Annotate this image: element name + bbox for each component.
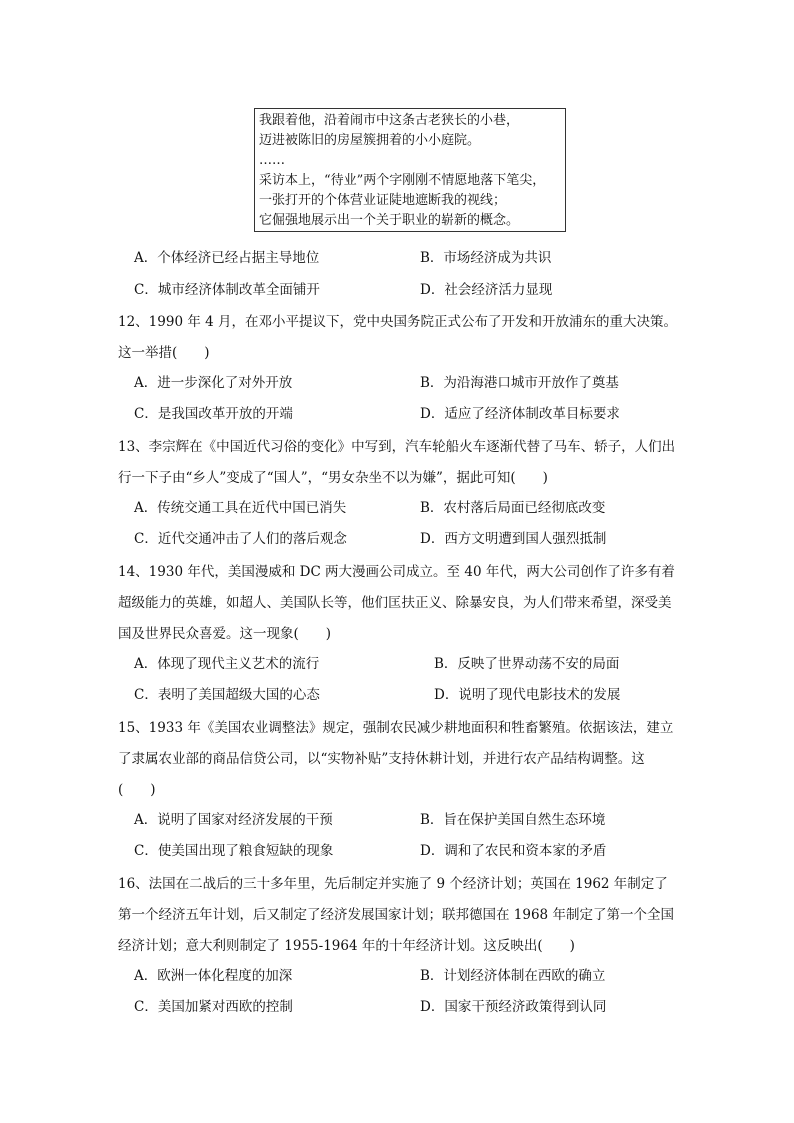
q14-option-b: B．反映了世界动荡不安的局面 xyxy=(434,656,620,672)
poem-line: 我跟着他，沿着闹市中这条古老狭长的小巷， xyxy=(259,113,520,128)
q11-option-b: B．市场经济成为共识 xyxy=(420,250,552,266)
q14-option-a: A．体现了现代主义艺术的流行 xyxy=(134,656,320,672)
q12-option-d: D．适应了经济体制改革目标要求 xyxy=(420,406,620,422)
q11-option-c: C．城市经济体制改革全面铺开 xyxy=(134,282,320,298)
q16-stem: 16、法国在二战后的三十多年里，先后制定并实施了 9 个经济计划；英国在 1962 年制定了第一个经济五年计划，后又制定了经济发展国家计划；联邦德国在 1968 年制定了第一个全国经济计划；意大利则制定了 1955-1964 年的十年经济计划。这反映出( ) xyxy=(118,876,674,954)
q12-option-c: C．是我国改革开放的开端 xyxy=(134,406,293,422)
q15-option-b: B．旨在保护美国自然生态环境 xyxy=(420,812,606,828)
q11-option-a: A．个体经济已经占据主导地位 xyxy=(134,250,320,266)
q13-stem: 13、李宗辉在《中国近代习俗的变化》中写到，汽车轮船火车逐渐代替了马车、轿子，人们出行一下子由“乡人”变成了“国人”，“男女杂坐不以为嫌”，据此可知( ) xyxy=(118,439,676,486)
q13-option-a: A．传统交通工具在近代中国已消失 xyxy=(134,500,347,516)
q13-option-c: C．近代交通冲击了人们的落后观念 xyxy=(134,531,347,547)
q12-option-a: A．进一步深化了对外开放 xyxy=(134,375,293,391)
q14-option-c: C．表明了美国超级大国的心态 xyxy=(134,687,320,703)
q15-option-d: D．调和了农民和资本家的矛盾 xyxy=(420,843,607,859)
q12-stem: 12、1990 年 4 月，在邓小平提议下，党中央国务院正式公布了开发和开放浦东的重大决策。这一举措( ) xyxy=(118,314,677,361)
poem-line: 它倔强地展示出一个关于职业的崭新的概念。 xyxy=(259,213,520,228)
q11-option-d: D．社会经济活力显现 xyxy=(420,282,553,298)
q16-option-a: A．欧洲一体化程度的加深 xyxy=(134,968,293,984)
poem-line: 一张打开的个体营业证陡地遮断我的视线； xyxy=(259,193,507,208)
q16-option-b: B．计划经济体制在西欧的确立 xyxy=(420,968,606,984)
q14-option-d: D．说明了现代电影技术的发展 xyxy=(434,687,621,703)
poem-box xyxy=(254,108,566,232)
q16-option-c: C．美国加紧对西欧的控制 xyxy=(134,999,293,1015)
q15-option-a: A．说明了国家对经济发展的干预 xyxy=(134,812,333,828)
q14-stem: 14、1930 年代，美国漫威和 DC 两大漫画公司成立。至 40 年代，两大公司创作了许多有着超级能力的英雄，如超人、美国队长等，他们匡扶正义、除暴安良，为人们带来希望，深受美国及世界民众喜爱。这一现象( ) xyxy=(118,564,675,642)
poem-line: 采访本上，“待业”两个字刚刚不情愿地落下笔尖， xyxy=(259,173,546,188)
poem-line: …… xyxy=(259,153,285,168)
q13-option-b: B．农村落后局面已经彻底改变 xyxy=(420,500,606,516)
q15-stem: 15、1933 年《美国农业调整法》规定，强制农民减少耕地面积和牲畜繁殖。依据该法，建立了隶属农业部的商品信贷公司，以“实物补贴”支持休耕计划，并进行农产品结构调整。这( ) xyxy=(118,720,674,798)
poem-line: 迈进被陈旧的房屋簇拥着的小小庭院。 xyxy=(259,133,481,148)
q16-option-d: D．国家干预经济政策得到认同 xyxy=(420,999,607,1015)
q15-option-c: C．使美国出现了粮食短缺的现象 xyxy=(134,843,334,859)
q12-option-b: B．为沿海港口城市开放作了奠基 xyxy=(420,375,619,391)
q13-option-d: D．西方文明遭到国人强烈抵制 xyxy=(420,531,607,547)
